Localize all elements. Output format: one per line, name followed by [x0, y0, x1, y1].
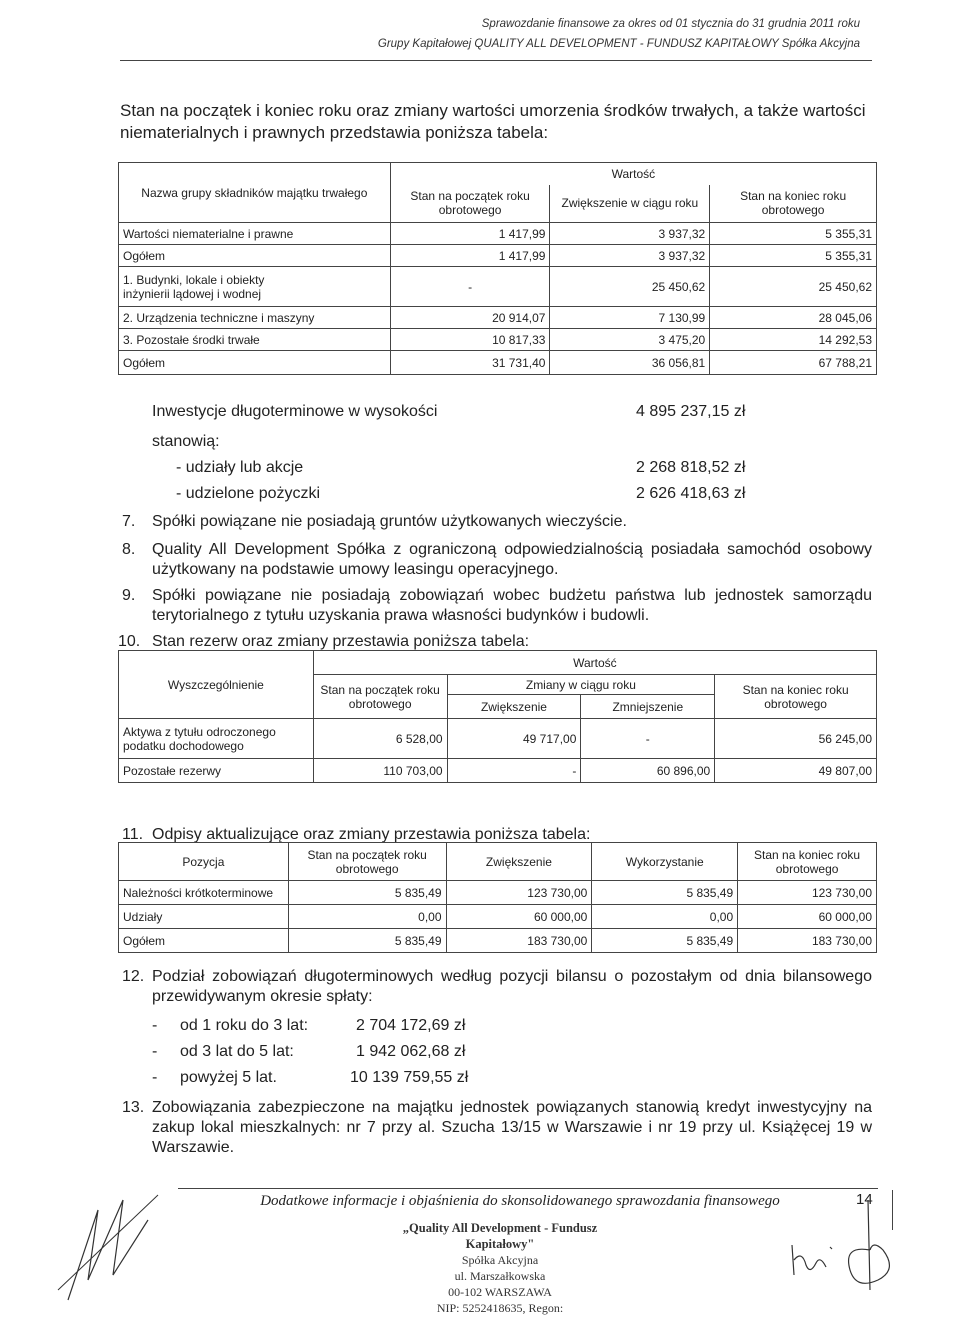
- row-end: 183 730,00: [738, 929, 877, 953]
- page-number: 14: [856, 1191, 873, 1208]
- item-7-number: 7.: [122, 513, 136, 530]
- table-row: [119, 905, 877, 929]
- item-7-text: Spółki powiązane nie posiadają gruntów użytkowanych wieczyście.: [152, 513, 627, 530]
- row-start: 5 835,49: [288, 929, 446, 953]
- t2-header-name: Wyszczególnienie: [119, 651, 314, 719]
- t3-header-start: Stan na początek roku obrotowego: [288, 843, 446, 881]
- row-increase: 36 056,81: [550, 351, 710, 375]
- impairment-table: [118, 842, 877, 953]
- item-13-number: 13.: [122, 1099, 145, 1116]
- t2-header-increase: Zwiększenie: [447, 695, 581, 719]
- row-name: 2. Urządzenia techniczne i maszyny: [119, 307, 391, 329]
- row-usage: 5 835,49: [592, 881, 738, 905]
- intro-paragraph: Stan na początek i koniec roku oraz zmiany wartości umorzenia środków trwałych, a także wartości niematerialnych i prawnych przedstawia poniższa tabela:: [120, 101, 866, 142]
- row-end: 14 292,53: [710, 329, 877, 351]
- item-12-text: Podział zobowiązań długoterminowych według pozycji bilansu o pozostałym od dnia bilansowego przewidywanym okresie spłaty:: [152, 968, 872, 1005]
- investments-shares-label: - udziały lub akcje: [176, 459, 304, 476]
- depreciation-table: [118, 162, 877, 375]
- table-row: [119, 929, 877, 953]
- row-end: 25 450,62: [710, 267, 877, 307]
- row-end: 123 730,00: [738, 881, 877, 905]
- item-9-text: Spółki powiązane nie posiadają zobowiązań wobec budżetu państwa lub jednostek samorządu terytorialnego z tytułu uzyskania prawa własności budynków i budowli.: [152, 587, 872, 624]
- t2-header-start: Stan na początek roku obrotowego: [313, 675, 447, 719]
- row-decrease: -: [581, 719, 715, 759]
- table-row: [119, 881, 877, 905]
- row-end: 5 355,31: [710, 245, 877, 267]
- repayment-label: od 1 roku do 3 lat:: [180, 1017, 309, 1034]
- t3-header-increase: Zwiększenie: [446, 843, 592, 881]
- row-start: 10 817,33: [390, 329, 550, 351]
- t3-header-end: Stan na koniec roku obrotowego: [738, 843, 877, 881]
- row-name: Ogółem: [119, 929, 289, 953]
- table-row: [119, 759, 877, 783]
- stamp-line-2: Spółka Akcyjna: [461, 1253, 539, 1267]
- investments-shares-value: 2 268 818,52 zł: [636, 459, 746, 476]
- row-start: 20 914,07: [390, 307, 550, 329]
- row-increase: 183 730,00: [446, 929, 592, 953]
- signature-middle: [782, 1225, 842, 1285]
- signature-right: [838, 1190, 908, 1300]
- row-name: Należności krótkoterminowe: [119, 881, 289, 905]
- row-start: 1 417,99: [390, 223, 550, 245]
- table-row: [119, 307, 877, 329]
- stamp-line-1: „Quality All Development - Fundusz Kapitałowy": [402, 1221, 598, 1251]
- table-row: [119, 223, 877, 245]
- t3-header-usage: Wykorzystanie: [592, 843, 738, 881]
- row-start: 1 417,99: [390, 245, 550, 267]
- stamp-line-4: 00-102 WARSZAWA: [448, 1285, 552, 1299]
- row-end: 28 045,06: [710, 307, 877, 329]
- stamp-line-5: NIP: 5252418635, Regon:: [436, 1301, 564, 1315]
- t2-header-group: Wartość: [313, 651, 876, 675]
- row-start: 0,00: [288, 905, 446, 929]
- table-row: [119, 329, 877, 351]
- t2-header-end: Stan na koniec roku obrotowego: [715, 675, 877, 719]
- row-increase: 3 937,32: [550, 223, 710, 245]
- investments-value: 4 895 237,15 zł: [636, 403, 746, 420]
- t2-header-decrease: Zmniejszenie: [581, 695, 715, 719]
- table-row: [119, 719, 877, 759]
- row-increase: 7 130,99: [550, 307, 710, 329]
- row-usage: 5 835,49: [592, 929, 738, 953]
- reserves-table: [118, 650, 877, 783]
- report-header-line2: Grupy Kapitałowej QUALITY ALL DEVELOPMENT - FUNDUSZ KAPITAŁOWY Spółka Akcyjna: [377, 38, 860, 50]
- signature-left: [28, 1180, 168, 1310]
- row-end: 49 807,00: [715, 759, 877, 783]
- row-start: 110 703,00: [313, 759, 447, 783]
- row-increase: 123 730,00: [446, 881, 592, 905]
- row-increase: -: [447, 759, 581, 783]
- stamp-line-3: ul. Marszałkowska: [454, 1269, 546, 1283]
- footer-text: Dodatkowe informacje i objaśnienia do skonsolidowanego sprawozdania finansowego: [260, 1193, 780, 1209]
- repayment-value: 2 704 172,69 zł: [356, 1017, 466, 1034]
- row-start: 5 835,49: [288, 881, 446, 905]
- row-name: Wartości niematerialne i prawne: [119, 223, 391, 245]
- row-end: 56 245,00: [715, 719, 877, 759]
- item-10-number: 10.: [118, 633, 141, 650]
- row-name: 1. Budynki, lokale i obiekty inżynierii lądowej i wodnej: [119, 267, 391, 307]
- row-start: -: [390, 267, 550, 307]
- t3-header-position: Pozycja: [119, 843, 289, 881]
- repayment-value: 10 139 759,55 zł: [350, 1069, 469, 1086]
- row-start: 6 528,00: [313, 719, 447, 759]
- company-stamp: [390, 1220, 610, 1316]
- row-usage: 0,00: [592, 905, 738, 929]
- row-decrease: 60 896,00: [581, 759, 715, 783]
- t1-header-start: Stan na początek roku obrotowego: [390, 185, 550, 223]
- repayment-dash: -: [152, 1069, 158, 1086]
- row-name: 3. Pozostałe środki trwałe: [119, 329, 391, 351]
- repayment-label: od 3 lat do 5 lat:: [180, 1043, 294, 1060]
- repayment-dash: -: [152, 1017, 158, 1034]
- header-divider: [120, 60, 872, 61]
- item-8-number: 8.: [122, 541, 136, 558]
- report-header-line1: Sprawozdanie finansowe za okres od 01 stycznia do 31 grudnia 2011 roku: [481, 18, 860, 30]
- row-increase: 25 450,62: [550, 267, 710, 307]
- row-name: Ogółem: [119, 245, 391, 267]
- item-10-text: Stan rezerw oraz zmiany przestawia poniższa tabela:: [152, 633, 530, 650]
- row-name: Udziały: [119, 905, 289, 929]
- investments-label: Inwestycje długoterminowe w wysokości: [152, 403, 438, 420]
- item-13-text: Zobowiązania zabezpieczone na majątku jednostek powiązanych stanowią kredyt inwestycyjny na zakup lokal mieszkalnych: nr 7 przy al. Szucha 13/15 w Warszawie i nr 19 przy ul. Książęcej 19 w Warszawie.: [152, 1099, 872, 1156]
- row-name: Ogółem: [119, 351, 391, 375]
- repayment-value: 1 942 062,68 zł: [356, 1043, 466, 1060]
- repayment-dash: -: [152, 1043, 158, 1060]
- row-end: 5 355,31: [710, 223, 877, 245]
- item-11-number: 11.: [122, 826, 144, 843]
- row-increase: 3 475,20: [550, 329, 710, 351]
- item-9-number: 9.: [122, 587, 136, 604]
- row-increase: 60 000,00: [446, 905, 592, 929]
- row-name: Aktywa z tytułu odroczonego podatku dochodowego: [119, 719, 314, 759]
- table-row: [119, 351, 877, 375]
- row-start: 31 731,40: [390, 351, 550, 375]
- row-end: 60 000,00: [738, 905, 877, 929]
- table-row: [119, 267, 877, 307]
- investments-stanowia: stanowią:: [152, 433, 220, 450]
- item-8-text: Quality All Development Spółka z ograniczoną odpowiedzialnością posiadała samochód osobowy użytkowany na podstawie umowy leasingu operacyjnego.: [152, 541, 872, 578]
- t1-header-group: Wartość: [390, 163, 876, 185]
- t2-header-changes: Zmiany w ciągu roku: [447, 675, 715, 695]
- repayment-label: powyżej 5 lat.: [180, 1069, 277, 1086]
- t1-header-name: Nazwa grupy składników majątku trwałego: [119, 163, 391, 223]
- item-12-number: 12.: [122, 968, 145, 985]
- t1-header-increase: Zwiększenie w ciągu roku: [550, 185, 710, 223]
- row-increase: 49 717,00: [447, 719, 581, 759]
- t1-header-end: Stan na koniec roku obrotowego: [710, 185, 877, 223]
- footer-divider: [178, 1188, 878, 1189]
- row-name: Pozostałe rezerwy: [119, 759, 314, 783]
- row-end: 67 788,21: [710, 351, 877, 375]
- row-increase: 3 937,32: [550, 245, 710, 267]
- item-11-text: Odpisy aktualizujące oraz zmiany przestawia poniższa tabela:: [152, 826, 591, 843]
- table-row: [119, 245, 877, 267]
- investments-loans-label: - udzielone pożyczki: [176, 485, 321, 502]
- investments-loans-value: 2 626 418,63 zł: [636, 485, 746, 502]
